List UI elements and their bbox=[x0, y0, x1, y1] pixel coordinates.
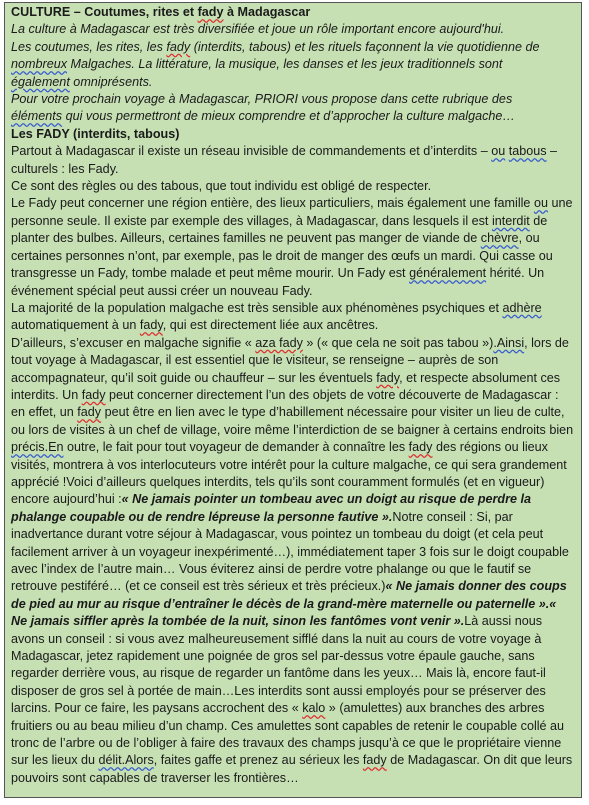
body-paragraph-3: Le Fady peut concerner une région entière, des lieux particuliers, mais également une famille ou une personne seule. Il existe par exemple des villages, à Madagascar, dans lesquels il est interdit de planter des bulbes. Ailleurs, certaines familles ne peuvent pas manger de viande de chèvre, ou certaines personnes n’ont, par exemple, pas le droit de manger des œufs un mardi. Qui casse ou transgresse un Fady, tombe malade et peut même mourir. Un Fady est généralement hérité. Un événement spécial peut aussi créer un nouveau Fady. bbox=[11, 196, 573, 298]
body-paragraph-5: D’ailleurs, s’excuser en malgache signifie « aza fady » (« que cela ne soit pas tabou »).Ainsi, lors de tout voyage à Madagascar, il est essentiel que le visiteur, se renseigne – auprès de son accompagnateur, qu’il soit guide ou chauffeur – sur les éventuels fady, et respecte absolument ces interdits. Un fady peut concerner directement l’un des objets de votre découverte de Madagascar : en effet, un fady peut être en lien avec le type d’habillement nécessaire pour visiter un lieu de culte, ou lors de visites à un chef de village, voire même l’interdiction de se baigner à certains endroits bien précis.En outre, le fait pour tout voyageur de demander à connaître les fady des régions ou lieux visités, montrera à vos interlocuteurs votre intérêt pour la culture malgache, ce qui sera grandement apprécié !Voici d’ailleurs quelques interdits, tels qu’ils sont couramment formulés (et en vigueur) encore aujourd’hui :« Ne jamais pointer un tombeau avec un doigt au risque de perdre la phalange coupable ou de rendre lépreuse la personne fautive ».Notre conseil : Si, par inadvertance durant votre séjour à Madagascar, vous pointez un tombeau du doigt (et cela peut facilement arriver à un voyageur inexpérimenté…), immédiatement taper 3 fois sur le doigt coupable avec l’index de l’autre main… Vous éviterez ainsi de perdre votre phalange ou que le fautif se retrouve pestiféré… (et ce conseil est très sérieux et très précieux.)« Ne jamais donner des coups de pied au mur au risque d’entraîner le décès de la grand-mère maternelle ou paternelle ».« Ne jamais siffler après la tombée de la nuit, sinon les fantômes vont venir ».Là aussi nous avons un conseil : si vous avez malheureusement sifflé dans la nuit au cours de votre voyage à Madagascar, jetez rapidement une poignée de gros sel par-dessus votre épaule gauche, sans regarder derrière vous, au risque de regarder un fantôme dans les yeux… Mais là, encore faut-il disposer de gros sel à portée de main…Les interdits sont aussi employés pour se préserver des larcins. Pour ce faire, les paysans accrochent des « kalo » (amulettes) aux branches des arbres fruitiers ou au beau milieu d’un champ. Ces amulettes sont capables de retenir le coupable collé au tronc de l’arbre ou de l’obliger à faire des travaux des champs jusqu’à ce que le propriétaire vienne sur les lieux du délit.Alors, faites gaffe et prenez au sérieux les fady de Madagascar. On dit que leurs pouvoirs sont capables de traverser les frontières… bbox=[11, 335, 574, 785]
quote-tomb: « Ne jamais pointer un tombeau avec un doigt au risque de perdre la phalange coupable ou de rendre lépreuse la personne fautive ». bbox=[11, 492, 532, 524]
section-heading: Les FADY (interdits, tabous) bbox=[11, 126, 180, 141]
document-page bbox=[4, 2, 582, 798]
body-paragraph-4: La majorité de la population malgache est très sensible aux phénomènes psychiques et adhère automatiquement à un fady, qui est directement liée aux ancêtres. bbox=[11, 300, 542, 333]
body-paragraph-2: Ce sont des règles ou des tabous, que tout individu est obligé de respecter. bbox=[11, 179, 432, 194]
body-paragraph-1: Partout à Madagascar il existe un réseau invisible de commandements et d’interdits – ou tabous – culturels : les Fady. bbox=[11, 144, 558, 176]
quote-wall-whistle: « Ne jamais donner des coups de pied au mur au risque d’entraîner le décès de la grand-mère maternelle ou paternelle ».« Ne jamais siffler après la tombée de la nuit, sinon les fantômes vont venir ». bbox=[11, 579, 567, 629]
document-title: CULTURE – Coutumes, rites et fady à Madagascar bbox=[11, 5, 311, 19]
intro-paragraph: La culture à Madagascar est très diversifiée et joue un rôle important encore aujourd'hui. Les coutumes, les rites, les fady (interdits, tabous) et les rituels façonnent la vie quotidienne de nombreux Malgaches. La littérature, la musique, les danses et les jeux traditionnels sont également omniprésents. Pour votre prochain voyage à Madagascar, PRIORI vous propose dans cette rubrique des éléments qui vous permettront de mieux comprendre et d’approcher la culture malgache… bbox=[11, 22, 540, 124]
